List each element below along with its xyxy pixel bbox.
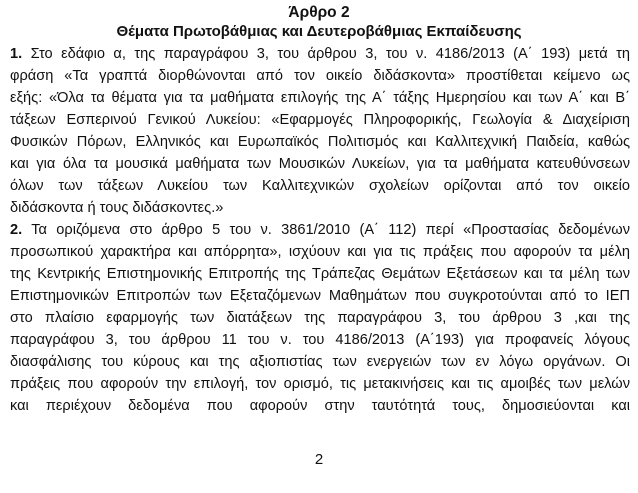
paragraph-1-line-1: 1. Στο εδάφιο α, της παραγράφου 3, του άρθρου 3, του ν. 4186/2013 (Α΄ 193) μετά τη — [10, 46, 630, 62]
paragraph-2-line-3: της Κεντρικής Επιστημονικής Επιτροπής της Τράπεζας Θεμάτων Εξετάσεων και τα μέλη των — [10, 266, 630, 282]
paragraph-2-line-2: προσωπικού χαρακτήρα και απόρρητα», ισχύουν και για τις πράξεις που αφορούν τα μέλη — [10, 244, 630, 260]
paragraph-1-line-6: και για όλα τα μουσικά μαθήματα των Μουσικών Λυκείων, για τα μαθήματα κατευθύνσεων — [10, 156, 630, 172]
article-heading: Άρθρο 2 — [288, 4, 350, 21]
paragraph-2-line-7: διασφάλισης του κύρους και της αξιοπιστίας των ενεργειών των εν λόγω οργάνων. Οι — [10, 354, 630, 370]
paragraph-1-number: 1. — [10, 46, 23, 62]
paragraph-1-line-5: Φυσικών Πόρων, Ελληνικός και Ευρωπαϊκός Πολιτισμός και Καλλιτεχνική Παιδεία, καθώς — [10, 134, 630, 150]
paragraph-1-line-3: εξής: «Όλα τα θέματα για τα μαθήματα επιλογής της Α΄ τάξης Ημερησίου και των Α΄ και Β΄ — [10, 90, 630, 106]
paragraph-1-line-2: φράση «Τα γραπτά διορθώνονται από τον οικείο διδάσκοντα» προστίθεται κείμενο ως — [10, 68, 630, 84]
page-number: 2 — [314, 451, 324, 468]
paragraph-2-number: 2. — [10, 222, 23, 238]
paragraph-1-line-8: διδάσκοντα ή τους διδάσκοντες.» — [10, 200, 224, 216]
paragraph-2-line-9: και περιέχουν δεδομένα που αφορούν στην ταυτότητά τους, δημοσιεύονται και — [10, 398, 630, 414]
paragraph-2-line-4: Επιστημονικών Επιτροπών των Εξεταζόμενων Μαθημάτων που συγκροτούνται από το ΙΕΠ — [10, 288, 630, 304]
paragraph-2-line-1: 2. Τα οριζόμενα στο άρθρο 5 του ν. 3861/2010 (Α΄ 112) περί «Προστασίας δεδομένων — [10, 222, 630, 238]
paragraph-2-line-6: παραγράφου 3, του άρθρου 11 του ν. του 4186/2013 (Α΄193) για προφανείς λόγους — [10, 332, 630, 348]
paragraph-1-line-4: τάξεων Εσπερινού Γενικού Λυκείου: «Εφαρμογές Πληροφορικής, Γεωλογία & Διαχείριση — [10, 112, 630, 128]
paragraph-2-line-5: στο πλαίσιο εφαρμογής των διατάξεων της παραγράφου 3, του άρθρου 3 ,και της — [10, 310, 630, 326]
article-subheading: Θέματα Πρωτοβάθμιας και Δευτεροβάθμιας Εκπαίδευσης — [116, 23, 522, 40]
paragraph-2-line-8: πράξεις που αφορούν την επιλογή, τον ορισμό, τις μετακινήσεις και τις αμοιβές των μελών — [10, 376, 630, 392]
paragraph-1-line-7: όλων των τάξεων Λυκείου των Καλλιτεχνικών σχολείων ορίζονται από τον οικείο — [10, 178, 630, 194]
